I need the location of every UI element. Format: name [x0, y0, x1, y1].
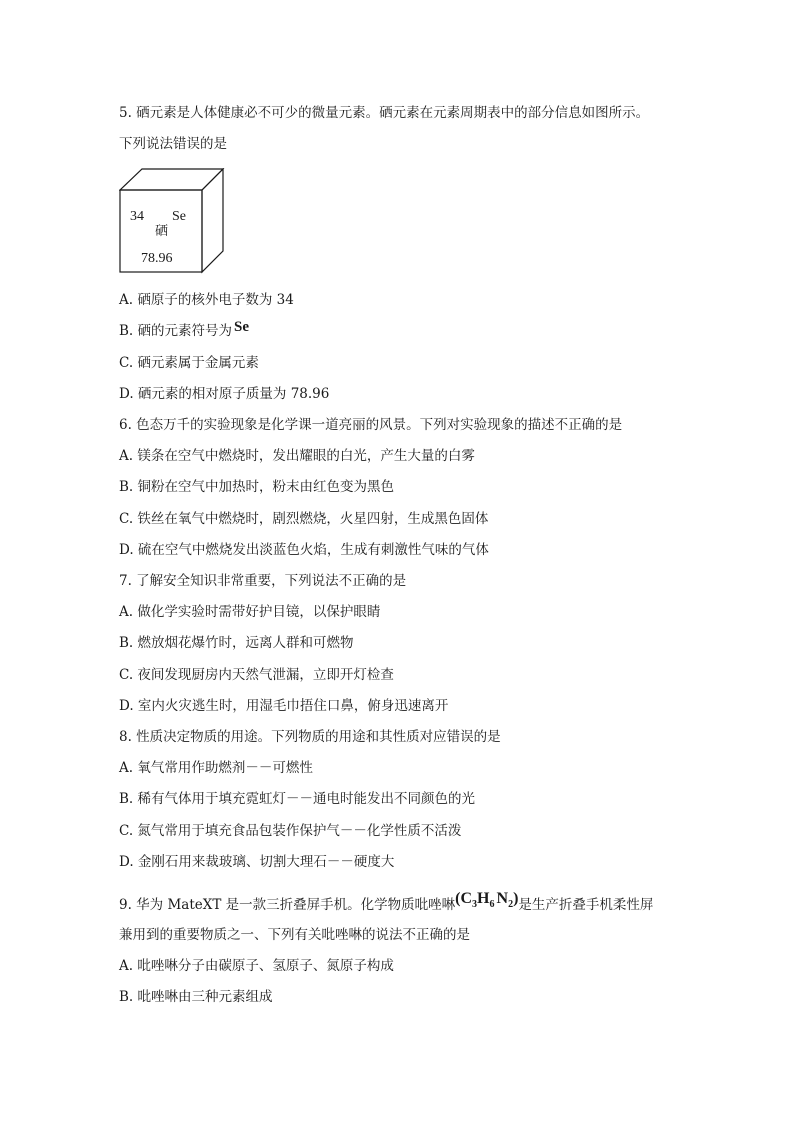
- atomic-mass: 78.96: [141, 251, 173, 266]
- q8-stem: 8. 性质决定物质的用途。下列物质的用途和其性质对应错误的是: [119, 729, 501, 745]
- q9-stem-suffix: 是生产折叠手机柔性屏: [518, 897, 654, 913]
- q5-stem-line2: 下列说法错误的是: [119, 136, 227, 152]
- q7-option-d: D. 室内火灾逃生时，用湿毛巾捂住口鼻，俯身迅速离开: [119, 698, 449, 714]
- q9-stem-line2: 兼用到的重要物质之一、下列有关吡唑啉的说法不正确的是: [119, 927, 470, 943]
- q8-option-d: D. 金刚石用来裁玻璃、切割大理石－－硬度大: [119, 854, 395, 870]
- q6-stem: 6. 色态万千的实验现象是化学课一道亮丽的风景。下列对实验现象的描述不正确的是: [119, 417, 623, 433]
- q8-option-b: B. 稀有气体用于填充霓虹灯－－通电时能发出不同颜色的光: [119, 791, 476, 807]
- q8-option-c: C. 氮气常用于填充食品包装作保护气－－化学性质不活泼: [119, 823, 462, 839]
- selenium-element-cube: [119, 168, 225, 274]
- q5-option-a: A. 硒原子的核外电子数为 34: [119, 292, 294, 308]
- formula-n: N: [496, 890, 509, 907]
- q5-option-b-text: B. 硒的元素符号为: [119, 323, 233, 339]
- q6-option-d: D. 硫在空气中燃烧发出淡蓝色火焰，生成有刺激性气味的气体: [119, 542, 489, 558]
- q7-option-b: B. 燃放烟花爆竹时，远离人群和可燃物: [119, 635, 354, 651]
- formula-c-sub: 3: [472, 899, 478, 911]
- element-symbol-se: Se: [234, 319, 250, 335]
- q7-stem: 7. 了解安全知识非常重要，下列说法不正确的是: [119, 573, 407, 589]
- q6-option-b: B. 铜粉在空气中加热时，粉末由红色变为黑色: [119, 479, 395, 495]
- q9-option-a: A. 吡唑啉分子由碳原子、氢原子、氮原子构成: [119, 958, 394, 974]
- q5-option-c: C. 硒元素属于金属元素: [119, 355, 259, 371]
- q7-option-c: C. 夜间发现厨房内天然气泄漏，立即开灯检查: [119, 667, 394, 683]
- atomic-number: 34: [130, 209, 144, 224]
- q5-stem-line1: 5. 硒元素是人体健康必不可少的微量元素。硒元素在元素周期表中的部分信息如图所示。: [119, 105, 650, 121]
- q6-option-a: A. 镁条在空气中燃烧时，发出耀眼的白光，产生大量的白雾: [119, 448, 475, 464]
- element-symbol: Se: [172, 209, 186, 224]
- q5-option-b: [119, 319, 250, 340]
- formula-open-paren: (: [455, 890, 461, 907]
- formula-n-sub: 2: [508, 899, 514, 911]
- formula-close-paren: ): [513, 890, 519, 907]
- element-name: 硒: [155, 223, 169, 238]
- pyrazoline-formula: [455, 890, 519, 911]
- q9-stem-prefix: 9. 华为 MateXT 是一款三折叠屏手机。化学物质吡唑啉: [119, 897, 456, 913]
- q6-option-c: C. 铁丝在氧气中燃烧时，剧烈燃烧，火星四射，生成黑色固体: [119, 511, 489, 527]
- formula-h-sub: 6: [489, 899, 495, 911]
- q7-option-a: A. 做化学实验时需带好护目镜，以保护眼睛: [119, 604, 381, 620]
- q8-option-a: A. 氧气常用作助燃剂－－可燃性: [119, 760, 313, 776]
- q9-option-b: B. 吡唑啉由三种元素组成: [119, 989, 273, 1005]
- formula-c: C: [460, 890, 473, 907]
- q5-option-d: D. 硒元素的相对原子质量为 78.96: [119, 386, 330, 402]
- formula-h: H: [477, 890, 490, 907]
- q9-stem-line1: [119, 890, 654, 920]
